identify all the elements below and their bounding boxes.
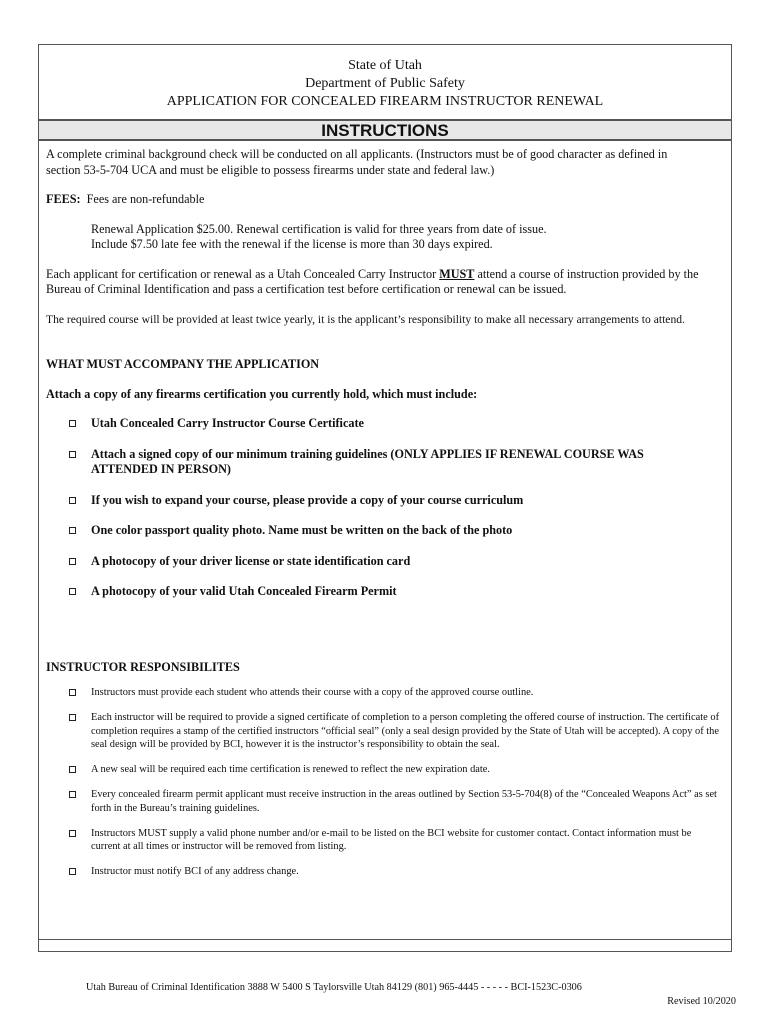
must-after: attend a course of instruction provided by the Bureau of Criminal Identification and pass a certification test before certification or renewal can be issued. xyxy=(46,266,699,296)
accompany-item xyxy=(46,493,731,509)
checkbox-icon[interactable] xyxy=(69,420,76,427)
responsibilities-heading: INSTRUCTOR RESPONSIBILITES xyxy=(46,659,240,674)
accompany-item-text: A photocopy of your valid Utah Concealed Firearm Permit xyxy=(91,584,397,598)
accompany-list xyxy=(46,416,731,600)
accompany-item xyxy=(46,447,731,478)
fees-label: FEES: xyxy=(46,192,81,206)
responsibility-item-text: A new seal will be required each time certification is renewed to reflect the new expiration date. xyxy=(91,764,491,776)
instructions-body xyxy=(39,141,731,879)
accompany-item xyxy=(46,584,731,600)
checkbox-icon[interactable] xyxy=(69,588,76,595)
responsibility-item xyxy=(46,686,731,700)
intro-paragraph: A complete criminal background check will be conducted on all applicants. (Instructors must be of good character as defined in section 53-5-704 UCA and must be eligible to possess firearms under state and federal law.) xyxy=(46,147,668,177)
form-header xyxy=(39,45,731,119)
checkbox-icon[interactable] xyxy=(69,527,76,534)
responsibility-item xyxy=(46,827,731,855)
must-before: Each applicant for certification or renewal as a Utah Concealed Carry Instructor xyxy=(46,266,440,281)
checkbox-icon[interactable] xyxy=(69,766,76,773)
instructions-title: INSTRUCTIONS xyxy=(39,119,731,141)
responsibility-item-text: Instructor must notify BCI of any address change. xyxy=(91,866,299,878)
fees-text: Fees are non-refundable xyxy=(86,192,205,206)
fees-late-line: Include $7.50 late fee with the renewal if the license is more than 30 days expired. xyxy=(91,237,493,251)
accompany-item xyxy=(46,523,731,539)
responsibility-item xyxy=(46,865,731,879)
checkbox-icon[interactable] xyxy=(69,791,76,798)
revision-date: Revised 10/2020 xyxy=(667,996,736,1007)
accompany-heading: WHAT MUST ACCOMPANY THE APPLICATION xyxy=(46,357,320,371)
responsibility-item xyxy=(46,788,731,816)
checkbox-icon[interactable] xyxy=(69,689,76,696)
checkbox-icon[interactable] xyxy=(69,451,76,458)
form-frame xyxy=(38,44,732,952)
header-state: State of Utah xyxy=(348,58,422,73)
accompany-item-text: Attach a signed copy of our minimum training guidelines (ONLY APPLIES IF RENEWAL COURSE WAS ATTENDED IN PERSON) xyxy=(91,446,644,476)
responsibilities-list xyxy=(46,686,731,879)
accompany-item xyxy=(46,416,731,432)
accompany-subheading: Attach a copy of any firearms certification you currently hold, which must include: xyxy=(46,386,478,401)
fees-line xyxy=(46,192,731,208)
header-form-title: APPLICATION FOR CONCEALED FIREARM INSTRUCTOR RENEWAL xyxy=(166,94,604,109)
must-emphasis: MUST xyxy=(439,266,475,281)
checkbox-icon[interactable] xyxy=(69,558,76,565)
checkbox-icon[interactable] xyxy=(69,714,76,721)
frame-bottom-divider xyxy=(39,939,731,940)
responsibility-item xyxy=(46,711,731,752)
fees-renewal-line: Renewal Application $25.00. Renewal certification is valid for three years from date of issue. xyxy=(91,221,547,236)
accompany-item-text: Utah Concealed Carry Instructor Course Certificate xyxy=(91,416,364,430)
accompany-item-text: A photocopy of your driver license or state identification card xyxy=(91,553,411,568)
responsibility-item-text: Every concealed firearm permit applicant must receive instruction in the areas outlined by Section 53-5-704(8) of the “Concealed Weapons Act” as set forth in the Bureau’s training guidelines. xyxy=(91,788,717,814)
must-paragraph xyxy=(46,267,731,298)
header-department: Department of Public Safety xyxy=(305,76,465,91)
checkbox-icon[interactable] xyxy=(69,830,76,837)
responsibility-item-text: Instructors MUST supply a valid phone number and/or e-mail to be listed on the BCI website for customer contact. Contact information must be current at all times or instructor will be removed from listing. xyxy=(91,827,692,853)
accompany-item xyxy=(46,554,731,570)
responsibility-item xyxy=(46,763,731,777)
course-paragraph: The required course will be provided at least twice yearly, it is the applicant’s responsibility to make all necessary arrangements to attend. xyxy=(46,312,685,326)
accompany-item-text: If you wish to expand your course, please provide a copy of your course curriculum xyxy=(91,492,524,507)
checkbox-icon[interactable] xyxy=(69,497,76,504)
responsibility-item-text: Each instructor will be required to provide a signed certificate of completion to a person completing the offered course of instruction. The certificate of completion requires a stamp of the certified instructors “official seal” (only a seal design provided by the State of Utah will be accepted). A copy of the seal design will be provided by BCI, however it is the instructor’s responsibility to obtain the seal. xyxy=(91,711,720,751)
checkbox-icon[interactable] xyxy=(69,868,76,875)
accompany-item-text: One color passport quality photo. Name must be written on the back of the photo xyxy=(91,523,513,537)
footer-address: Utah Bureau of Criminal Identification 3888 W 5400 S Taylorsville Utah 84129 (801) 965-4445 - - - - - BCI-1523C-0306 xyxy=(86,982,582,993)
responsibility-item-text: Instructors must provide each student who attends their course with a copy of the approved course outline. xyxy=(91,687,534,698)
